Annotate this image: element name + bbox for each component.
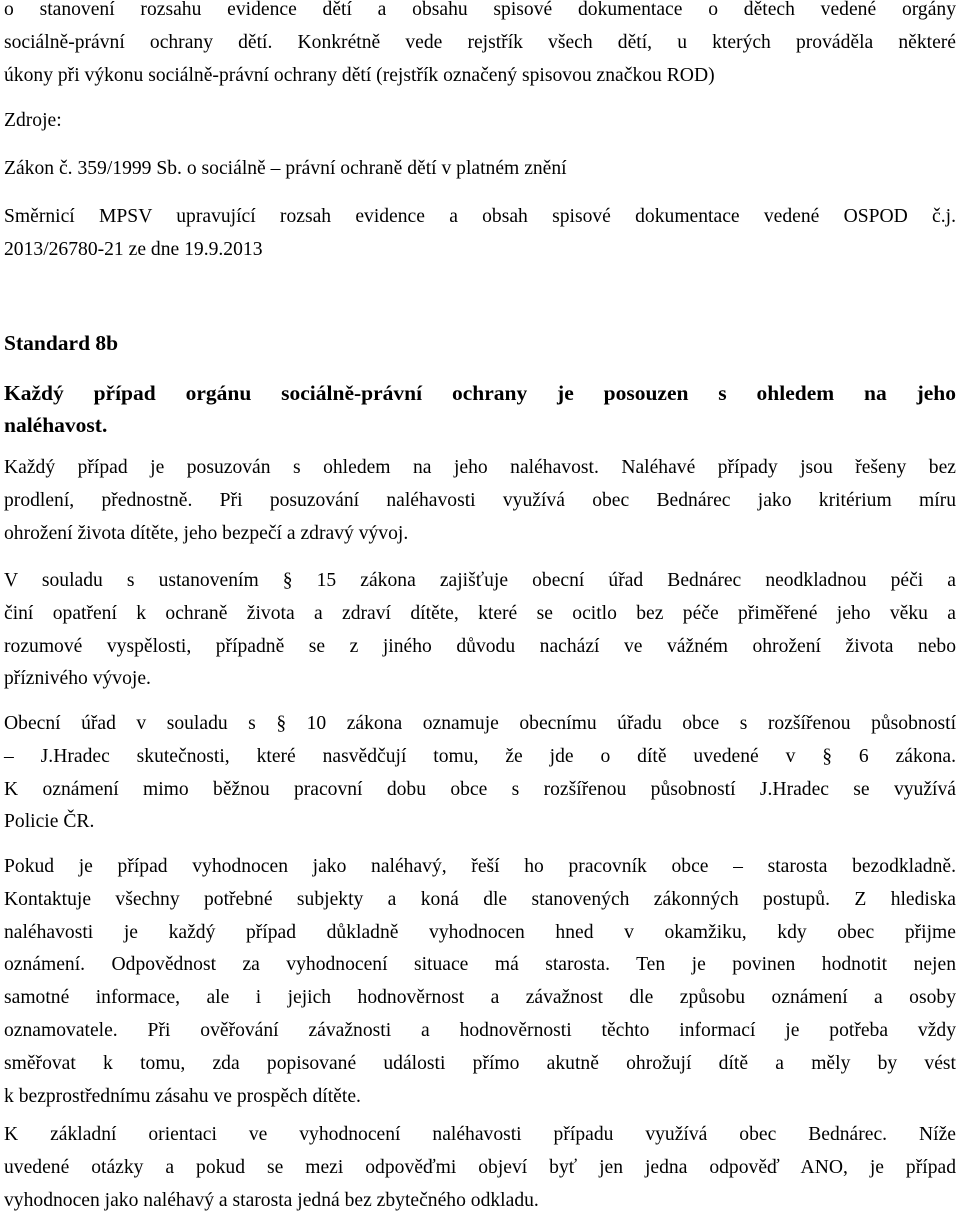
intro-paragraph	[4, 0, 956, 92]
text-line: Policie ČR.	[4, 811, 95, 833]
standard-title: Standard 8b	[4, 331, 119, 355]
text-line: Směrnicí MPSV upravující rozsah evidence a obsah spisové dokumentace vedené OSPOD č.j.	[4, 206, 956, 227]
source-directive	[4, 201, 956, 267]
sources-label: Zdroje:	[4, 110, 62, 131]
text-line: K základní orientaci ve vyhodnocení naléhavosti případu využívá obec Bednárec. Níže	[4, 1124, 956, 1145]
text-line: 2013/26780-21 ze dne 19.9.2013	[4, 238, 263, 260]
text-line: K oznámení mimo běžnou pracovní dobu obce s rozšířenou působností J.Hradec se využívá	[4, 778, 956, 800]
section-sign: §	[822, 745, 833, 767]
paragraph-notification	[4, 708, 956, 839]
text-line: – J.Hradec skutečnosti, které nasvědčují tomu, že jde o dítě uvedené v § 6 zákona.	[4, 745, 956, 767]
text-line: oznamovatele. Při ověřování závažnosti a hodnověrnosti těchto informací je potřeba vždy	[4, 1019, 956, 1041]
text-line: směřovat k tomu, zda popisované události přímo akutně ohrožují dítě a měly by vést	[4, 1052, 956, 1074]
text-line: Obecní úřad v souladu s § 10 zákona oznamuje obecnímu úřadu obce s rozšířenou působností	[4, 713, 957, 734]
section-sign: §	[276, 713, 287, 734]
text-line: činí opatření k ochraně života a zdraví dítěte, které se ocitlo bez péče přiměřené jeho věku a	[4, 602, 956, 624]
text-line: sociálně-právní ochrany dětí. Konkrétně vede rejstřík všech dětí, u kterých prováděla některé	[4, 31, 956, 53]
paragraph-immediate-care	[4, 565, 956, 696]
text-line: Každý případ orgánu sociálně-právní ochrany je posouzen s ohledem na jeho	[4, 381, 956, 405]
paragraph-basic-orientation	[4, 1119, 956, 1217]
text-line: Každý případ je posuzován s ohledem na jeho naléhavost. Naléhavé případy jsou řešeny bez	[4, 457, 956, 478]
text-line: vyhodnocen jako naléhavý a starosta jedná bez zbytečného odkladu.	[4, 1189, 539, 1211]
text-line: naléhavost.	[4, 413, 108, 437]
text-line: samotné informace, ale i jejich hodnověrnost a závažnost dle způsobu oznámení a osoby	[4, 987, 956, 1009]
paragraph-urgent-case-handling	[4, 851, 956, 1113]
text-line: uvedené otázky a pokud se mezi odpověďmi objeví byť jen jedna odpověď ANO, je případ	[4, 1156, 956, 1178]
source-law: Zákon č. 359/1999 Sb. o sociálně – právní ochraně dětí v platném znění	[4, 158, 567, 179]
text-line: V souladu s ustanovením § 15 zákona zajišťuje obecní úřad Bednárec neodkladnou péči a	[4, 570, 956, 591]
text-line: Pokud je případ vyhodnocen jako naléhavý, řeší ho pracovník obce – starosta bezodkladně.	[4, 856, 956, 877]
text-line: prodlení, přednostně. Při posuzování naléhavosti využívá obec Bednárec jako kritérium míru	[4, 489, 956, 511]
text-line: ohrožení života dítěte, jeho bezpečí a zdravý vývoj.	[4, 522, 409, 544]
text-line: o stanovení rozsahu evidence dětí a obsahu spisové dokumentace o dětech vedené orgány	[4, 0, 956, 20]
text-line: naléhavosti je každý případ důkladně vyhodnocen hned v okamžiku, kdy obec přijme	[4, 921, 956, 943]
section-sign: §	[282, 570, 293, 591]
text-line: rozumové vyspělosti, případně se z jiného důvodu nachází ve vážném ohrožení života nebo	[4, 635, 956, 657]
text-line: příznivého vývoje.	[4, 668, 151, 690]
text-line: oznámení. Odpovědnost za vyhodnocení situace má starosta. Ten je povinen hodnotit nejen	[4, 954, 956, 976]
standard-statement	[4, 377, 956, 441]
paragraph-urgency-assessment	[4, 452, 956, 550]
text-line: k bezprostřednímu zásahu ve prospěch dítěte.	[4, 1085, 361, 1107]
text-line: úkony při výkonu sociálně-právní ochrany dětí (rejstřík označený spisovou značkou ROD)	[4, 64, 715, 86]
text-line: Kontaktuje všechny potřebné subjekty a koná dle stanovených zákonných postupů. Z hlediska	[4, 888, 956, 910]
